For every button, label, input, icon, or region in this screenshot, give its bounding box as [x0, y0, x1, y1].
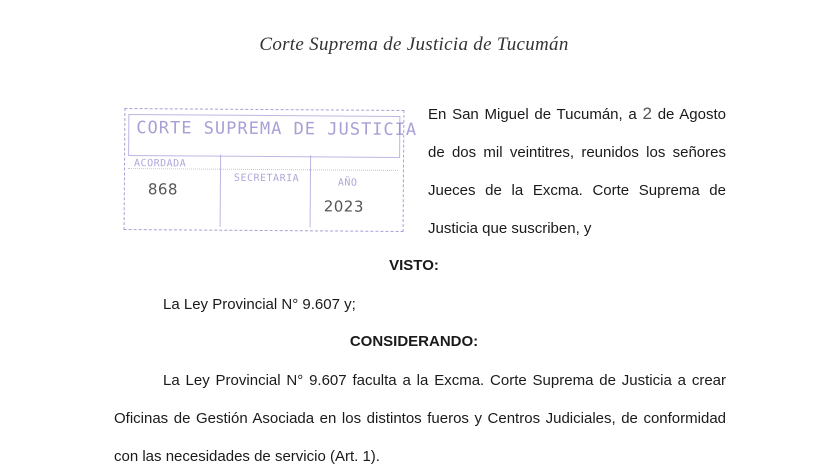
opening-text-end: de Agosto de dos mil veintitres, reunidos los señores Jueces de la Excma. Corte Suprema de Justicia que suscriben, y: [428, 106, 726, 237]
visto-text: La Ley Provincial N° 9.607 y;: [163, 296, 356, 313]
letterhead-court-name: Corte Suprema de Justicia de Tucumán: [259, 34, 569, 55]
stamp-label-middle: SECRETARIA: [233, 172, 300, 185]
opening-paragraph: [428, 95, 726, 248]
opening-day: 2: [642, 104, 652, 123]
visto-heading: VISTO:: [389, 257, 439, 274]
stamp-year: 2023: [323, 197, 364, 216]
stamp-label-year: AÑO: [337, 177, 358, 189]
visto-paragraph: [114, 286, 726, 324]
stamp-title: CORTE SUPREMA DE JUSTICIA: [136, 118, 418, 141]
stamp-label-acordada: ACORDADA: [134, 158, 187, 170]
considerando-text: La Ley Provincial N° 9.607 faculta a la Excma. Corte Suprema de Justicia a crear Oficinas de Gestión Asociada en los distintos fueros y Centros Judiciales, de conformidad con las necesidades de servicio (Art. 1).: [114, 372, 726, 465]
court-stamp: [124, 108, 418, 232]
considerando-paragraph: [114, 362, 726, 476]
stamp-number: 868: [147, 180, 179, 199]
opening-text-start: En San Miguel de Tucumán, a: [428, 106, 637, 123]
considerando-heading: CONSIDERANDO:: [349, 333, 479, 350]
